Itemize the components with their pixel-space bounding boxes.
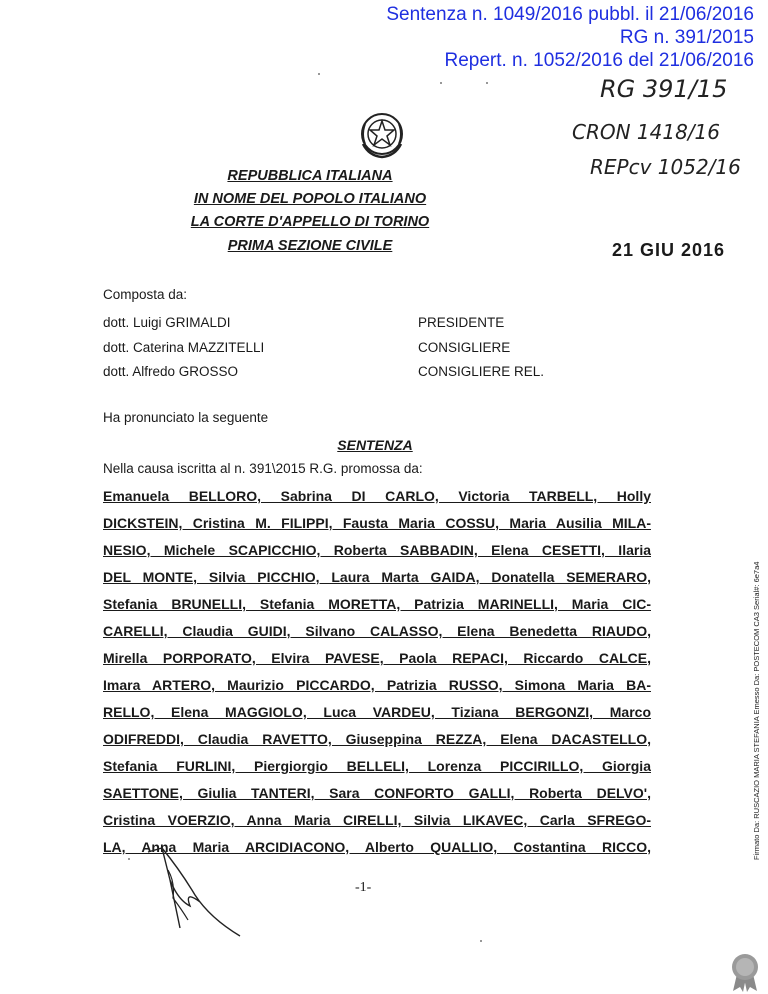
header-sentenza: Sentenza n. 1049/2016 pubbl. il 21/06/2016 [386,4,754,25]
parties-line: ODIFREDDI, Claudia RAVETTO, Giuseppina REZZA, Elena DACASTELLO, [103,731,651,747]
title-corte: LA CORTE D'APPELLO DI TORINO [190,214,430,230]
header-repert: Repert. n. 1052/2016 del 21/06/2016 [444,50,754,71]
title-repubblica: REPUBBLICA ITALIANA [227,168,393,184]
pronunciato-text: Ha pronunciato la seguente [103,410,269,425]
parties-line: Stefania FURLINI, Piergiorgio BELLELI, Lorenza PICCIRILLO, Giorgia [103,758,651,774]
sentenza-heading: SENTENZA [337,437,413,453]
parties-line: LA, Anna Maria ARCIDIACONO, Alberto QUALLIO, Costantina RICCO, [103,839,651,855]
handwritten-rg: RG 391/15 [600,75,728,103]
composta-label: Composta da: [103,287,188,302]
parties-line: Cristina VOERZIO, Anna Maria CIRELLI, Silvia LIKAVEC, Carla SFREGO- [103,812,651,828]
parties-line: Mirella PORPORATO, Elvira PAVESE, Paola REPACI, Riccardo CALCE, [103,650,651,666]
digital-signature-note: Firmato Da: RUSCAZIO MARIA STEFANIA Emesso Da: POSTECOM CA3 Serial#: 6e7a4 [752,561,761,860]
page-number: -1- [355,880,372,895]
parties-line: Emanuela BELLORO, Sabrina DI CARLO, Victoria TARBELL, Holly [103,488,651,504]
signature-scribble [140,840,250,940]
member-role: CONSIGLIERE REL. [418,364,545,379]
member-name: dott. Caterina MAZZITELLI [103,340,265,355]
parties-line: NESIO, Michele SCAPICCHIO, Roberta SABBADIN, Elena CESETTI, Ilaria [103,542,651,558]
causa-text: Nella causa iscritta al n. 391\2015 R.G. promossa da: [103,461,423,476]
title-popolo: IN NOME DEL POPOLO ITALIANO [193,191,427,207]
parties-line: CARELLI, Claudia GUIDI, Silvano CALASSO, Elena Benedetta RIAUDO, [103,623,651,639]
title-sezione: PRIMA SEZIONE CIVILE [227,238,393,254]
parties-line: Stefania BRUNELLI, Stefania MORETTA, Patrizia MARINELLI, Maria CIC- [103,596,651,612]
parties-line: SAETTONE, Giulia TANTERI, Sara CONFORTO GALLI, Roberta DELVO', [103,785,651,801]
handwritten-rep: REPcv 1052/16 [590,155,741,179]
member-role: PRESIDENTE [418,315,505,330]
header-rg: RG n. 391/2015 [619,27,754,48]
republic-emblem-icon [357,108,407,160]
seal-ribbon-icon [728,952,762,992]
member-name: dott. Luigi GRIMALDI [103,315,231,330]
parties-line: DEL MONTE, Silvia PICCHIO, Laura Marta GAIDA, Donatella SEMERARO, [103,569,651,585]
date-stamp: 21 GIU 2016 [612,240,726,260]
parties-line: Imara ARTERO, Maurizio PICCARDO, Patrizia RUSSO, Simona Maria BA- [103,677,651,693]
parties-line: DICKSTEIN, Cristina M. FILIPPI, Fausta Maria COSSU, Maria Ausilia MILA- [103,515,651,531]
member-name: dott. Alfredo GROSSO [103,364,239,379]
handwritten-cron: CRON 1418/16 [572,120,721,144]
member-role: CONSIGLIERE [418,340,511,355]
parties-line: RELLO, Elena MAGGIOLO, Luca VARDEU, Tiziana BERGONZI, Marco [103,704,651,720]
parties-paragraph [103,483,651,861]
